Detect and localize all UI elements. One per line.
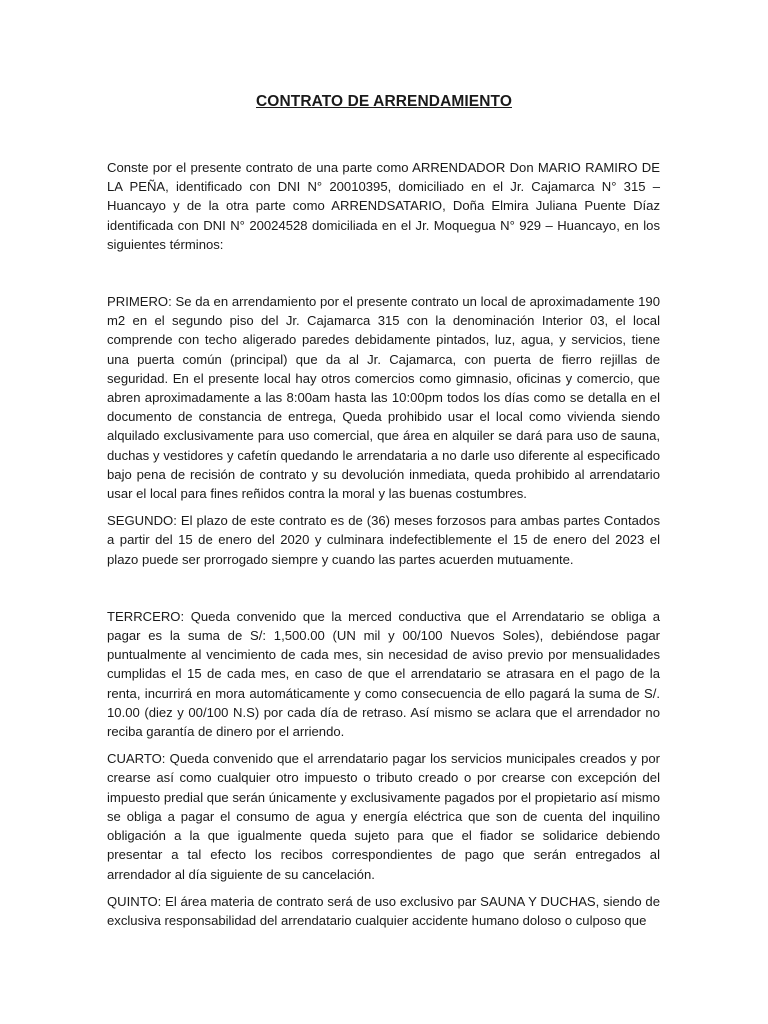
paragraph-tercero: TERRCERO: Queda convenido que la merced conductiva que el Arrendatario se obliga a pagar es la suma de S/: 1,500.00 (UN mil y 00/100 Nuevos Soles), debiéndose pagar puntualmente al vencimiento de cada mes, sin necesidad de aviso previo por mensualidades cumplidas el 15 de cada mes, en caso de que el arrendatario se atrasara en el pago de la renta, incurrirá en mora automáticamente y como consecuencia de ello pagará la suma de S/. 10.00 (diez y 00/100 N.S) por cada día de retraso. Así mismo se aclara que el arrendador no reciba garantía de dinero por el arriendo.: [107, 608, 660, 740]
spacer: [107, 569, 660, 607]
spacer: [107, 884, 660, 892]
spacer: [107, 741, 660, 749]
spacer: [107, 503, 660, 511]
paragraph-intro: Conste por el presente contrato de una parte como ARRENDADOR Don MARIO RAMIRO DE LA PEÑA, identificado con DNI N° 20010395, domiciliado en el Jr. Cajamarca N° 315 – Huancayo y de la otra parte como ARRENDSATARIO, Doña Elmira Juliana Puente Díaz identificada con DNI N° 20024528 domiciliada en el Jr. Moquegua N° 929 – Huancayo, en los siguientes términos:: [107, 160, 660, 252]
paragraph-cuarto: CUARTO: Queda convenido que el arrendatario pagar los servicios municipales creados y por crearse así como cualquier otro impuesto o tributo creado o por crearse con excepción del impuesto predial que serán únicamente y exclusivamente pagados por el propietario así mismo se obliga a pagar el consumo de agua y energía eléctrica que son de cuenta del inquilino obligación a la que igualmente queda sujeto para que el fiador se solidarice debiendo presentar a tal efecto los recibos correspondientes de pago que serán entregados al arrendador al día siguiente de su cancelación.: [107, 751, 660, 882]
document-body: [107, 158, 660, 930]
spacer: [107, 254, 660, 292]
paragraph-quinto: QUINTO: El área materia de contrato será de uso exclusivo par SAUNA Y DUCHAS, siendo de exclusiva responsabilidad del arrendatario cualquier accidente humano doloso o culposo que: [107, 893, 660, 928]
document-title: CONTRATO DE ARRENDAMIENTO: [256, 93, 512, 110]
paragraph-primero: PRIMERO: Se da en arrendamiento por el presente contrato un local de aproximadamente 190 m2 en el segundo piso del Jr. Cajamarca 315 con la denominación Interior 03, el local comprende con techo aligerado paredes debidamente pintados, luz, agua, y servicios, tiene una puerta común (principal) que da al Jr. Cajamarca, con puerta de fierro rejillas de seguridad. En el presente local hay otros comercios como gimnasio, oficinas y comercio, que abren aproximadamente a las 8:00am hasta las 10:00pm todos los días como se detalla en el documento de constancia de entrega, Queda prohibido usar el local como vivienda siendo alquilado exclusivamente para uso comercial, que área en alquiler se dará para uso de sauna, duchas y vestidores y cafetín quedando le arrendataria a no darle uso diferente al especificado bajo pena de recisión de contrato y su devolución inmediata, queda prohibido al arrendatario usar el local para fines reñidos contra la moral y las buenas costumbres.: [107, 294, 660, 502]
paragraph-segundo: SEGUNDO: El plazo de este contrato es de (36) meses forzosos para ambas partes Contados a partir del 15 de enero del 2020 y culminara indefectiblemente el 15 de enero del 2023 el plazo puede ser prorrogado siempre y cuando las partes acuerden mutuamente.: [107, 513, 660, 567]
